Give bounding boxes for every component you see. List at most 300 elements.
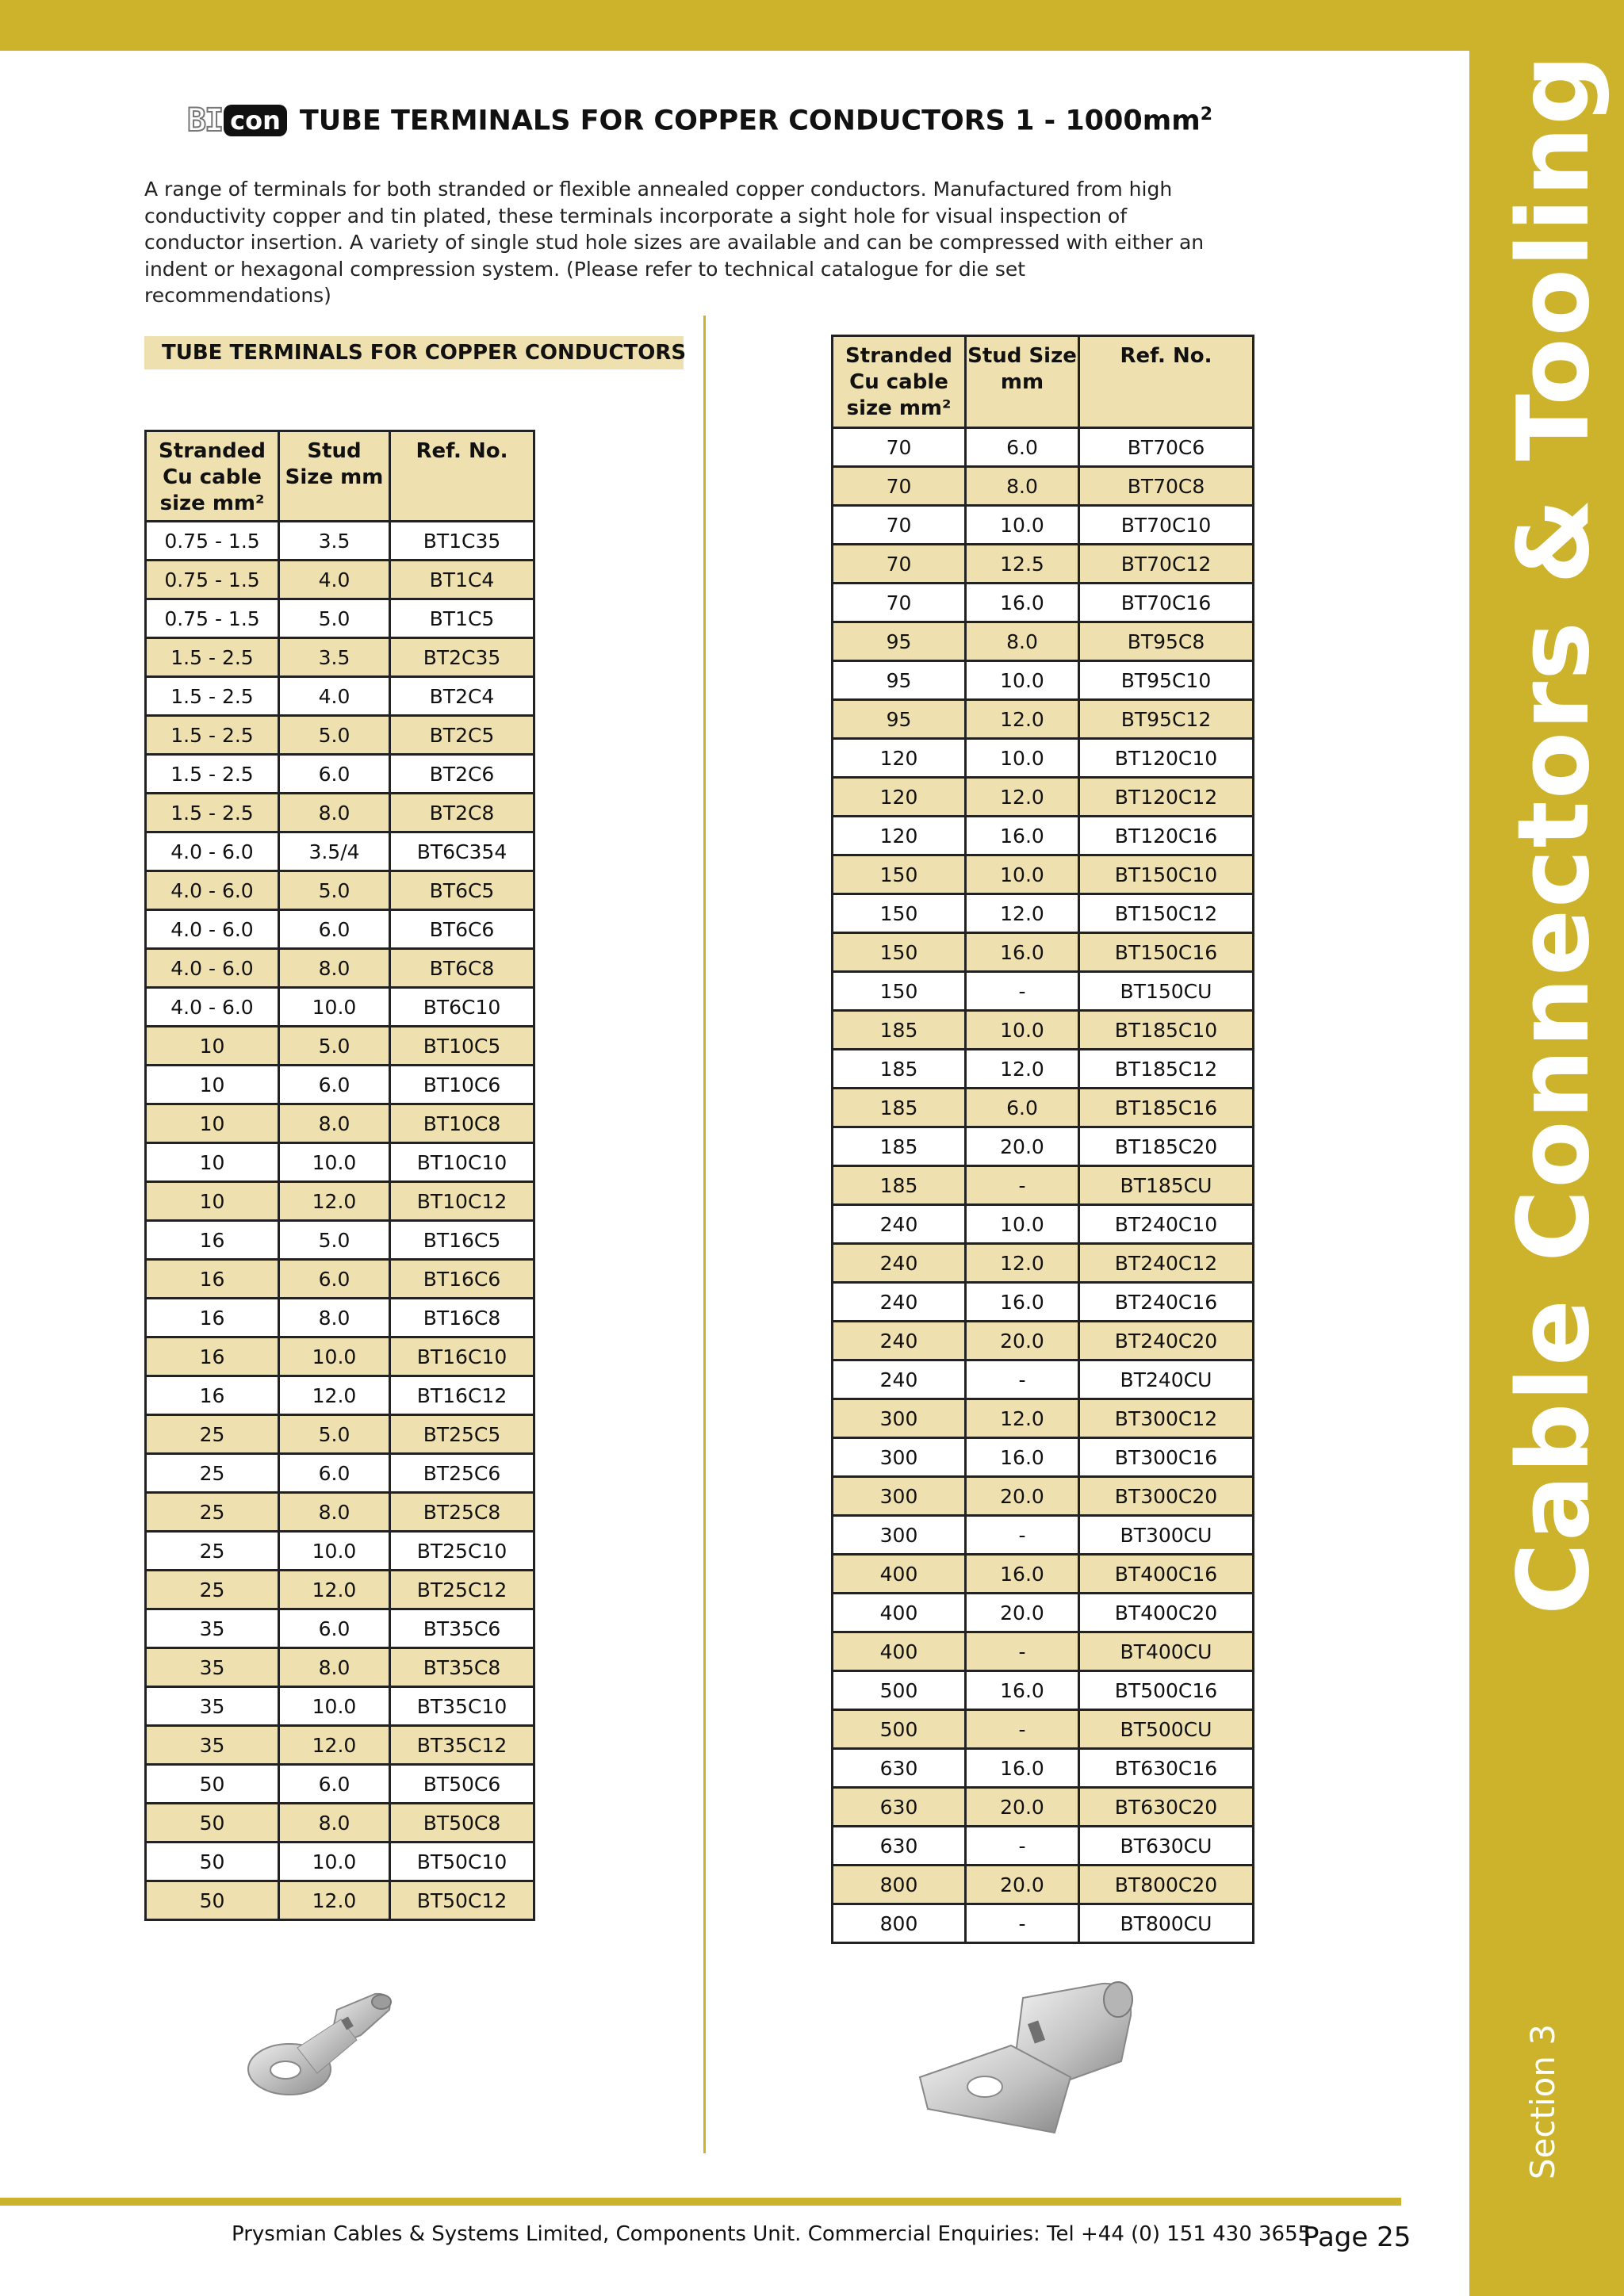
- table-row: [833, 1205, 1254, 1244]
- cell-ref-no: BT25C10: [390, 1532, 534, 1571]
- left-terminal-table: [144, 430, 535, 1921]
- cell-stud-size: 10.0: [279, 1843, 390, 1881]
- cell-cable-size: 150: [833, 933, 966, 972]
- table-row: [833, 428, 1254, 467]
- cell-ref-no: BT2C5: [390, 716, 534, 755]
- cell-ref-no: BT300C16: [1079, 1438, 1254, 1477]
- cell-cable-size: 240: [833, 1205, 966, 1244]
- cell-ref-no: BT50C10: [390, 1843, 534, 1881]
- cell-cable-size: 16: [146, 1376, 279, 1415]
- cell-stud-size: 8.0: [279, 1804, 390, 1843]
- cell-ref-no: BT120C12: [1079, 778, 1254, 817]
- cell-stud-size: 8.0: [966, 467, 1079, 506]
- cell-stud-size: 10.0: [966, 506, 1079, 545]
- cell-stud-size: -: [966, 972, 1079, 1011]
- cell-ref-no: BT35C10: [390, 1687, 534, 1726]
- table-row: [146, 1221, 534, 1260]
- cell-cable-size: 630: [833, 1749, 966, 1788]
- table-row: [833, 1788, 1254, 1827]
- cell-ref-no: BT185C12: [1079, 1050, 1254, 1089]
- cell-stud-size: 16.0: [966, 817, 1079, 855]
- logo-part-con: con: [224, 105, 287, 136]
- cell-stud-size: 12.0: [279, 1571, 390, 1609]
- cell-ref-no: BT630CU: [1079, 1827, 1254, 1866]
- table-row: [146, 1493, 534, 1532]
- table-row: [146, 1376, 534, 1415]
- table-row: [146, 1532, 534, 1571]
- cell-cable-size: 25: [146, 1571, 279, 1609]
- cell-cable-size: 300: [833, 1516, 966, 1555]
- cell-cable-size: 35: [146, 1648, 279, 1687]
- cell-cable-size: 1.5 - 2.5: [146, 677, 279, 716]
- cell-stud-size: 12.0: [279, 1182, 390, 1221]
- cell-ref-no: BT400CU: [1079, 1632, 1254, 1671]
- cell-cable-size: 50: [146, 1804, 279, 1843]
- table-row: [833, 1671, 1254, 1710]
- cell-stud-size: -: [966, 1904, 1079, 1943]
- cell-stud-size: 20.0: [966, 1477, 1079, 1516]
- cell-ref-no: BT16C8: [390, 1299, 534, 1337]
- cell-cable-size: 16: [146, 1299, 279, 1337]
- cell-cable-size: 185: [833, 1089, 966, 1127]
- tube-terminal-small-image: [242, 1986, 400, 2105]
- table-row: [833, 1089, 1254, 1127]
- cell-cable-size: 1.5 - 2.5: [146, 638, 279, 677]
- cell-ref-no: BT10C10: [390, 1143, 534, 1182]
- cell-ref-no: BT6C8: [390, 949, 534, 988]
- table-row: [833, 506, 1254, 545]
- header-cable-size: Stranded Cu cable size mm²: [146, 431, 279, 522]
- intro-paragraph: [144, 176, 1207, 309]
- table-row: [146, 1804, 534, 1843]
- table-row: [833, 467, 1254, 506]
- table-row: [146, 1104, 534, 1143]
- cell-stud-size: 8.0: [279, 1493, 390, 1532]
- table-row: [833, 1050, 1254, 1089]
- top-accent-band: [0, 0, 1624, 51]
- table-row: [146, 1609, 534, 1648]
- cell-stud-size: -: [966, 1710, 1079, 1749]
- table-row: [146, 1027, 534, 1066]
- table-row: [833, 1632, 1254, 1671]
- table-row: [833, 1904, 1254, 1943]
- page-heading: [187, 97, 1212, 144]
- table-row: [146, 871, 534, 910]
- cell-stud-size: 10.0: [279, 988, 390, 1027]
- page-title: [300, 105, 1212, 137]
- cell-cable-size: 4.0 - 6.0: [146, 832, 279, 871]
- cell-stud-size: 10.0: [966, 1205, 1079, 1244]
- cell-cable-size: 95: [833, 622, 966, 661]
- cell-stud-size: 20.0: [966, 1322, 1079, 1360]
- cell-stud-size: 16.0: [966, 1671, 1079, 1710]
- cell-stud-size: 12.0: [966, 1050, 1079, 1089]
- table-row: [146, 1726, 534, 1765]
- cell-stud-size: 6.0: [279, 1609, 390, 1648]
- cell-ref-no: BT50C6: [390, 1765, 534, 1804]
- cell-cable-size: 25: [146, 1454, 279, 1493]
- cell-cable-size: 10: [146, 1027, 279, 1066]
- page-title-superscript: 2: [1200, 104, 1212, 124]
- cell-cable-size: 10: [146, 1104, 279, 1143]
- table-row: [146, 561, 534, 599]
- cell-stud-size: 10.0: [279, 1532, 390, 1571]
- cell-cable-size: 50: [146, 1881, 279, 1920]
- cell-cable-size: 95: [833, 661, 966, 700]
- cell-ref-no: BT630C20: [1079, 1788, 1254, 1827]
- page-number: Page 25: [1303, 2221, 1411, 2253]
- cell-stud-size: 6.0: [279, 1260, 390, 1299]
- table-row: [146, 1843, 534, 1881]
- column-divider: [703, 316, 706, 2153]
- cell-ref-no: BT70C12: [1079, 545, 1254, 584]
- table-row: [833, 1166, 1254, 1205]
- table-row: [146, 1415, 534, 1454]
- table-row: [146, 599, 534, 638]
- table-row: [146, 1260, 534, 1299]
- cell-stud-size: 4.0: [279, 561, 390, 599]
- cell-ref-no: BT25C12: [390, 1571, 534, 1609]
- cell-stud-size: -: [966, 1632, 1079, 1671]
- cell-stud-size: 16.0: [966, 1283, 1079, 1322]
- cell-ref-no: BT1C4: [390, 561, 534, 599]
- cell-stud-size: 16.0: [966, 1749, 1079, 1788]
- cell-stud-size: 10.0: [966, 1011, 1079, 1050]
- cell-ref-no: BT185C20: [1079, 1127, 1254, 1166]
- cell-stud-size: -: [966, 1827, 1079, 1866]
- cell-cable-size: 120: [833, 778, 966, 817]
- table-row: [833, 894, 1254, 933]
- table-row: [146, 1299, 534, 1337]
- cell-stud-size: 5.0: [279, 1415, 390, 1454]
- cell-stud-size: 20.0: [966, 1594, 1079, 1632]
- cell-cable-size: 4.0 - 6.0: [146, 949, 279, 988]
- cell-ref-no: BT2C35: [390, 638, 534, 677]
- cell-stud-size: 16.0: [966, 1555, 1079, 1594]
- cell-cable-size: 400: [833, 1632, 966, 1671]
- cell-ref-no: BT95C8: [1079, 622, 1254, 661]
- table-row: [146, 522, 534, 561]
- table-row: [833, 1594, 1254, 1632]
- table-row: [146, 949, 534, 988]
- table-row: [146, 1143, 534, 1182]
- cell-cable-size: 185: [833, 1050, 966, 1089]
- cell-cable-size: 240: [833, 1283, 966, 1322]
- table-row: [833, 1011, 1254, 1050]
- cell-ref-no: BT150C16: [1079, 933, 1254, 972]
- cell-stud-size: 5.0: [279, 716, 390, 755]
- cell-cable-size: 240: [833, 1322, 966, 1360]
- cell-stud-size: 16.0: [966, 1438, 1079, 1477]
- cell-stud-size: 16.0: [966, 933, 1079, 972]
- cell-ref-no: BT120C10: [1079, 739, 1254, 778]
- cell-ref-no: BT70C10: [1079, 506, 1254, 545]
- table-row: [833, 1283, 1254, 1322]
- cell-cable-size: 150: [833, 972, 966, 1011]
- table-row: [146, 832, 534, 871]
- cell-cable-size: 70: [833, 506, 966, 545]
- tube-terminal-large-image: [912, 1966, 1150, 2149]
- table-row: [833, 933, 1254, 972]
- footer-text: Prysmian Cables & Systems Limited, Components Unit. Commercial Enquiries: Tel +44 (0) 151 430 3655: [232, 2222, 1312, 2246]
- cell-ref-no: BT240C12: [1079, 1244, 1254, 1283]
- cell-cable-size: 10: [146, 1143, 279, 1182]
- cell-stud-size: 12.0: [966, 1244, 1079, 1283]
- cell-stud-size: 6.0: [966, 428, 1079, 467]
- cell-stud-size: 6.0: [279, 910, 390, 949]
- cell-cable-size: 25: [146, 1493, 279, 1532]
- cell-stud-size: 3.5: [279, 638, 390, 677]
- cell-stud-size: 5.0: [279, 871, 390, 910]
- cell-stud-size: 6.0: [279, 755, 390, 794]
- cell-cable-size: 800: [833, 1866, 966, 1904]
- cell-stud-size: 8.0: [279, 794, 390, 832]
- cell-cable-size: 1.5 - 2.5: [146, 755, 279, 794]
- cell-cable-size: 500: [833, 1671, 966, 1710]
- table-row: [833, 1322, 1254, 1360]
- cell-ref-no: BT630C16: [1079, 1749, 1254, 1788]
- table-row: [833, 1477, 1254, 1516]
- cell-ref-no: BT1C5: [390, 599, 534, 638]
- cell-ref-no: BT70C8: [1079, 467, 1254, 506]
- cell-cable-size: 400: [833, 1594, 966, 1632]
- left-table-body: [146, 522, 534, 1920]
- cell-ref-no: BT70C16: [1079, 584, 1254, 622]
- cell-ref-no: BT800CU: [1079, 1904, 1254, 1943]
- cell-cable-size: 1.5 - 2.5: [146, 794, 279, 832]
- cell-cable-size: 400: [833, 1555, 966, 1594]
- cell-ref-no: BT16C6: [390, 1260, 534, 1299]
- cell-ref-no: BT240C20: [1079, 1322, 1254, 1360]
- cell-cable-size: 95: [833, 700, 966, 739]
- cell-stud-size: 12.0: [966, 894, 1079, 933]
- cell-stud-size: -: [966, 1166, 1079, 1205]
- cell-ref-no: BT150CU: [1079, 972, 1254, 1011]
- cell-ref-no: BT185C10: [1079, 1011, 1254, 1050]
- cell-cable-size: 240: [833, 1244, 966, 1283]
- cell-ref-no: BT300C20: [1079, 1477, 1254, 1516]
- cell-stud-size: 6.0: [279, 1765, 390, 1804]
- cell-stud-size: 6.0: [279, 1066, 390, 1104]
- cell-ref-no: BT150C10: [1079, 855, 1254, 894]
- cell-ref-no: BT10C12: [390, 1182, 534, 1221]
- cell-cable-size: 50: [146, 1765, 279, 1804]
- cell-ref-no: BT185CU: [1079, 1166, 1254, 1205]
- footer-rule: [0, 2198, 1401, 2206]
- table-row: [833, 1399, 1254, 1438]
- cell-cable-size: 70: [833, 428, 966, 467]
- cell-cable-size: 300: [833, 1477, 966, 1516]
- cell-ref-no: BT16C5: [390, 1221, 534, 1260]
- table-row: [833, 1438, 1254, 1477]
- cell-ref-no: BT400C20: [1079, 1594, 1254, 1632]
- cell-ref-no: BT6C5: [390, 871, 534, 910]
- cell-stud-size: -: [966, 1360, 1079, 1399]
- cell-cable-size: 35: [146, 1726, 279, 1765]
- cell-stud-size: 10.0: [279, 1143, 390, 1182]
- cell-ref-no: BT500CU: [1079, 1710, 1254, 1749]
- cell-ref-no: BT10C8: [390, 1104, 534, 1143]
- cell-ref-no: BT240C10: [1079, 1205, 1254, 1244]
- table-row: [146, 677, 534, 716]
- table-row: [833, 855, 1254, 894]
- bicon-logo: [187, 101, 287, 140]
- table-row: [833, 972, 1254, 1011]
- cell-stud-size: -: [966, 1516, 1079, 1555]
- cell-ref-no: BT800C20: [1079, 1866, 1254, 1904]
- cell-cable-size: 150: [833, 894, 966, 933]
- cell-stud-size: 8.0: [279, 1648, 390, 1687]
- table-row: [833, 1827, 1254, 1866]
- cell-cable-size: 185: [833, 1166, 966, 1205]
- cell-cable-size: 120: [833, 817, 966, 855]
- table-row: [833, 739, 1254, 778]
- cell-stud-size: 5.0: [279, 1027, 390, 1066]
- right-terminal-table: [831, 335, 1254, 1944]
- cell-ref-no: BT16C12: [390, 1376, 534, 1415]
- cell-ref-no: BT240CU: [1079, 1360, 1254, 1399]
- cell-ref-no: BT16C10: [390, 1337, 534, 1376]
- cell-ref-no: BT400C16: [1079, 1555, 1254, 1594]
- table-row: [146, 1066, 534, 1104]
- cell-cable-size: 185: [833, 1011, 966, 1050]
- cell-stud-size: 12.0: [279, 1726, 390, 1765]
- table-row: [146, 755, 534, 794]
- cell-ref-no: BT25C5: [390, 1415, 534, 1454]
- cell-stud-size: 8.0: [966, 622, 1079, 661]
- cell-stud-size: 20.0: [966, 1866, 1079, 1904]
- cell-stud-size: 5.0: [279, 1221, 390, 1260]
- cell-ref-no: BT240C16: [1079, 1283, 1254, 1322]
- cell-stud-size: 10.0: [966, 855, 1079, 894]
- cell-stud-size: 8.0: [279, 1104, 390, 1143]
- header-stud-size: Stud Size mm: [279, 431, 390, 522]
- cell-cable-size: 4.0 - 6.0: [146, 910, 279, 949]
- table-header-row: [146, 431, 534, 522]
- cell-stud-size: 12.0: [966, 700, 1079, 739]
- table-row: [146, 794, 534, 832]
- cell-ref-no: BT2C6: [390, 755, 534, 794]
- cell-cable-size: 35: [146, 1609, 279, 1648]
- table-row: [833, 661, 1254, 700]
- table-row: [146, 1687, 534, 1726]
- table-row: [146, 638, 534, 677]
- cell-cable-size: 0.75 - 1.5: [146, 599, 279, 638]
- table-row: [833, 1516, 1254, 1555]
- table-row: [146, 1182, 534, 1221]
- intro-text: A range of terminals for both stranded or flexible annealed copper conductors. Manufactured from high conductivity copper and tin plated, these terminals incorporate a sight hole for visual inspection of conductor insertion. A variety of single stud hole sizes are available and can be compressed with either an indent or hexagonal compression system. (Please refer to technical catalogue for die set recommendations): [144, 178, 1205, 307]
- table-row: [146, 1881, 534, 1920]
- table-row: [146, 988, 534, 1027]
- cell-ref-no: BT1C35: [390, 522, 534, 561]
- header-ref-no: Ref. No.: [390, 431, 534, 522]
- cell-cable-size: 300: [833, 1438, 966, 1477]
- cell-cable-size: 70: [833, 467, 966, 506]
- cell-cable-size: 630: [833, 1788, 966, 1827]
- sidebar-title: Cable Connectors & Tooling: [1497, 53, 1611, 1616]
- table-row: [833, 1360, 1254, 1399]
- table-header-row: [833, 336, 1254, 428]
- cell-cable-size: 4.0 - 6.0: [146, 988, 279, 1027]
- cell-cable-size: 70: [833, 545, 966, 584]
- cell-ref-no: BT6C6: [390, 910, 534, 949]
- cell-stud-size: 5.0: [279, 599, 390, 638]
- cell-cable-size: 1.5 - 2.5: [146, 716, 279, 755]
- table-row: [833, 622, 1254, 661]
- cell-stud-size: 12.0: [966, 1399, 1079, 1438]
- cell-ref-no: BT6C354: [390, 832, 534, 871]
- cell-ref-no: BT6C10: [390, 988, 534, 1027]
- cell-ref-no: BT10C5: [390, 1027, 534, 1066]
- cell-cable-size: 25: [146, 1532, 279, 1571]
- sidebar-section-label: Section 3: [1523, 2023, 1562, 2180]
- cell-stud-size: 6.0: [279, 1454, 390, 1493]
- cell-stud-size: 10.0: [279, 1337, 390, 1376]
- table-row: [833, 1244, 1254, 1283]
- section-label: TUBE TERMINALS FOR COPPER CONDUCTORS: [144, 336, 684, 369]
- table-row: [833, 700, 1254, 739]
- table-row: [833, 817, 1254, 855]
- cell-stud-size: 10.0: [966, 739, 1079, 778]
- table-row: [146, 910, 534, 949]
- header-stud-size: Stud Size mm: [966, 336, 1079, 428]
- table-row: [833, 584, 1254, 622]
- cell-ref-no: BT300CU: [1079, 1516, 1254, 1555]
- cell-cable-size: 120: [833, 739, 966, 778]
- right-table-body: [833, 428, 1254, 1943]
- table-row: [146, 1454, 534, 1493]
- cell-stud-size: 16.0: [966, 584, 1079, 622]
- logo-part-bi: BI: [187, 102, 223, 139]
- cell-stud-size: 12.0: [279, 1881, 390, 1920]
- table-row: [146, 1765, 534, 1804]
- cell-cable-size: 4.0 - 6.0: [146, 871, 279, 910]
- table-row: [833, 1866, 1254, 1904]
- cell-stud-size: 3.5: [279, 522, 390, 561]
- cell-ref-no: BT35C12: [390, 1726, 534, 1765]
- cell-stud-size: 6.0: [966, 1089, 1079, 1127]
- cell-cable-size: 500: [833, 1710, 966, 1749]
- header-cable-size: Stranded Cu cable size mm²: [833, 336, 966, 428]
- cell-ref-no: BT500C16: [1079, 1671, 1254, 1710]
- table-row: [833, 1555, 1254, 1594]
- cell-stud-size: 12.5: [966, 545, 1079, 584]
- cell-cable-size: 185: [833, 1127, 966, 1166]
- cell-cable-size: 35: [146, 1687, 279, 1726]
- cell-ref-no: BT25C6: [390, 1454, 534, 1493]
- cell-ref-no: BT70C6: [1079, 428, 1254, 467]
- table-row: [146, 1648, 534, 1687]
- cell-ref-no: BT35C6: [390, 1609, 534, 1648]
- cell-ref-no: BT185C16: [1079, 1089, 1254, 1127]
- cell-stud-size: 8.0: [279, 949, 390, 988]
- cell-stud-size: 20.0: [966, 1788, 1079, 1827]
- cell-cable-size: 70: [833, 584, 966, 622]
- cell-ref-no: BT300C12: [1079, 1399, 1254, 1438]
- cell-cable-size: 16: [146, 1221, 279, 1260]
- cell-stud-size: 3.5/4: [279, 832, 390, 871]
- table-row: [833, 545, 1254, 584]
- cell-stud-size: 12.0: [279, 1376, 390, 1415]
- cell-cable-size: 240: [833, 1360, 966, 1399]
- cell-ref-no: BT95C10: [1079, 661, 1254, 700]
- cell-stud-size: 10.0: [966, 661, 1079, 700]
- table-row: [146, 1571, 534, 1609]
- cell-stud-size: 10.0: [279, 1687, 390, 1726]
- cell-ref-no: BT120C16: [1079, 817, 1254, 855]
- cell-stud-size: 8.0: [279, 1299, 390, 1337]
- cell-cable-size: 630: [833, 1827, 966, 1866]
